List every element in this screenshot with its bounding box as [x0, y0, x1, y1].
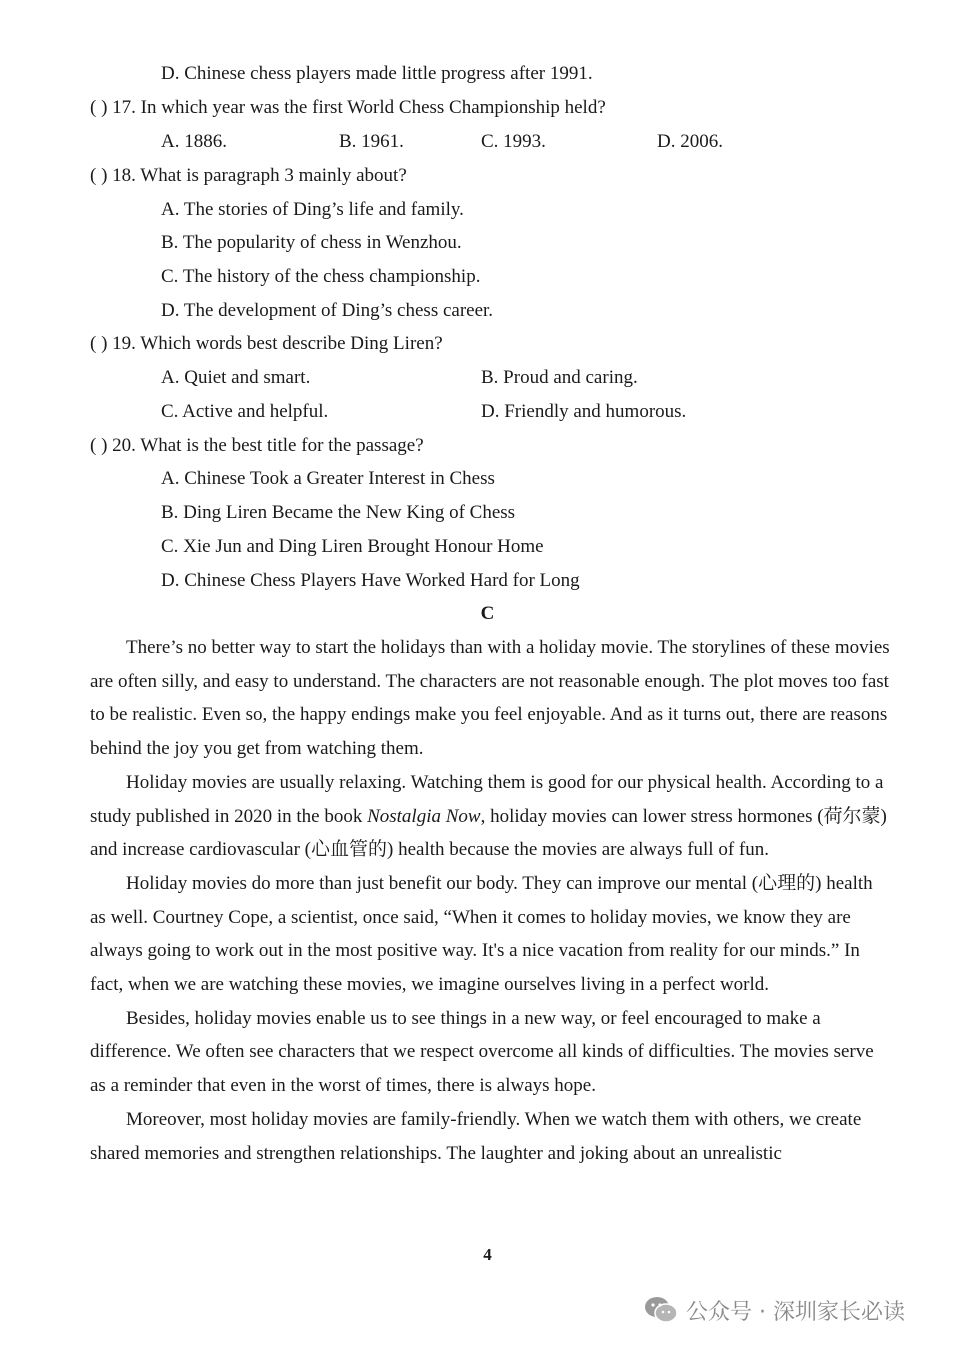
passage-paragraph-5: Moreover, most holiday movies are family-friendly. When we watch them with others, we create shared memories and strengthen relationships. The laughter and joking about an unrealistic [90, 1108, 862, 1164]
paragraph-2-text-start: Holiday movies are usually relaxing. Watching them is good for our physical health. According to a study published in 2020 in the book [90, 771, 884, 827]
q20-option-c: C. Xie Jun and Ding Liren Brought Honour Home [161, 536, 544, 557]
q20-option-a: A. Chinese Took a Greater Interest in Chess [161, 468, 495, 489]
q19-option-a: A. Quiet and smart. [161, 367, 311, 388]
q17-option-c: C. 1993. [481, 131, 546, 152]
section-heading: C [480, 603, 495, 624]
q20-stem: ( ) 20. What is the best title for the passage? [90, 435, 424, 456]
q17-option-a: A. 1886. [161, 131, 227, 152]
q17-stem: ( ) 17. In which year was the first World Chess Championship held? [90, 97, 606, 118]
wechat-icon [644, 1295, 678, 1325]
passage-paragraph-2 [90, 766, 890, 867]
passage-paragraph-1: There’s no better way to start the holidays than with a holiday movie. The storylines of these movies are often silly, and easy to understand. The characters are not reasonable enough. The plot moves too fast to be realistic. Even so, the happy endings make you feel enjoyable. And as it turns out, there are reasons behind the joy you get from watching them. [90, 637, 890, 760]
q18-option-d: D. The development of Ding’s chess career. [161, 300, 494, 321]
q19-option-b: B. Proud and caring. [481, 367, 638, 388]
q19-option-c: C. Active and helpful. [161, 401, 329, 422]
passage-paragraph-4: Besides, holiday movies enable us to see things in a new way, or feel encouraged to make a difference. We often see characters that we respect overcome all kinds of difficulties. The movies serve as a reminder that even in the worst of times, there is always hope. [90, 1007, 874, 1097]
q18-option-b: B. The popularity of chess in Wenzhou. [161, 232, 462, 253]
q20-option-b: B. Ding Liren Became the New King of Chess [161, 502, 516, 523]
q18-stem: ( ) 18. What is paragraph 3 mainly about? [90, 165, 407, 186]
q18-option-c: C. The history of the chess championship. [161, 266, 481, 287]
q18-option-a: A. The stories of Ding’s life and family. [161, 199, 464, 220]
q19-option-d: D. Friendly and humorous. [481, 401, 687, 422]
q17-option-b: B. 1961. [339, 131, 404, 152]
paragraph-2-text-end: , holiday movies can lower stress hormones (荷尔蒙) and increase cardiovascular (心血管的) health because the movies are always full of fun. [90, 805, 887, 861]
q17-option-d: D. 2006. [657, 131, 723, 152]
page-number: 4 [483, 1245, 492, 1264]
book-title: Nostalgia Now [367, 805, 481, 827]
passage [90, 631, 890, 1170]
q20-option-d: D. Chinese Chess Players Have Worked Hard for Long [161, 570, 580, 591]
passage-paragraph-3: Holiday movies do more than just benefit our body. They can improve our mental (心理的) health as well. Courtney Cope, a scientist, once said, “When it comes to holiday movies, we know they are always going to work out in the most positive way. It's a nice vacation from reality for our minds.” In fact, when we are watching these movies, we imagine ourselves living in a perfect world. [90, 872, 873, 996]
q19-stem: ( ) 19. Which words best describe Ding Liren? [90, 333, 443, 354]
watermark [644, 1292, 905, 1328]
q16-option-d: D. Chinese chess players made little progress after 1991. [161, 63, 593, 84]
watermark-text: 公众号 · 深圳家长必读 [686, 1299, 905, 1325]
